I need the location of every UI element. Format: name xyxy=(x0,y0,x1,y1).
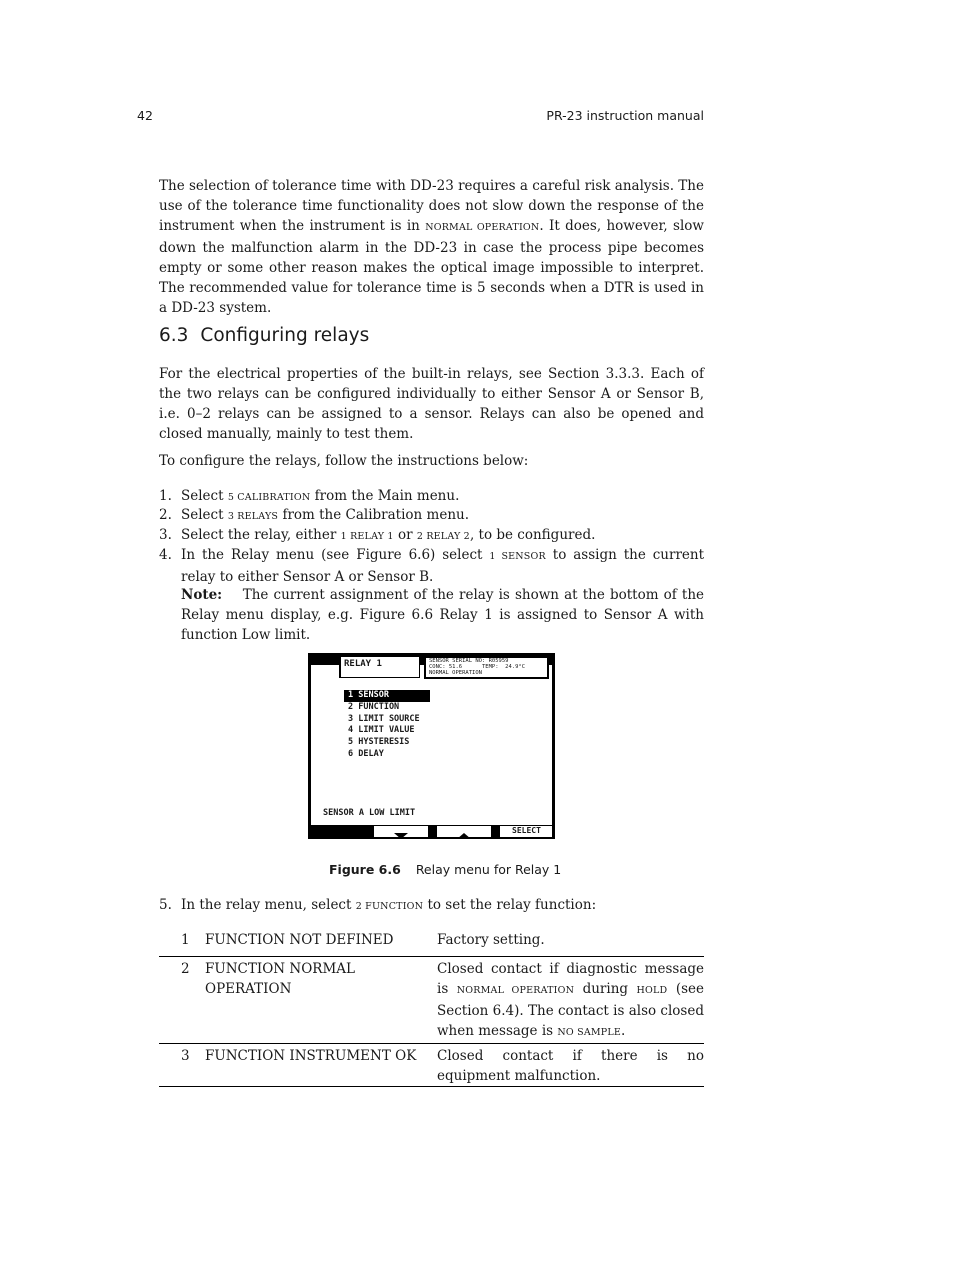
sensor-info-box: SENSOR SERIAL NO: R05959 CONC: 51.6 TEMP: 24.9°C NORMAL OPERATION xyxy=(424,656,549,679)
menu-item-hysteresis: 5 HYSTERESIS xyxy=(348,737,410,748)
table-row: 3 FUNCTION INSTRUMENT OK Closed contact if there is no equipment malfunction. xyxy=(159,1044,704,1087)
relay-function-table xyxy=(159,928,704,1087)
table-row: 2 FUNCTION NORMAL OPERATION Closed contact if diagnostic message is NORMAL OPERATION during HOLD (see Section 6.4). The contact is also closed when message is NO SAMPLE. xyxy=(159,957,704,1044)
smallcaps-term: NORMAL OPERATION xyxy=(425,222,540,233)
arrow-down-icon xyxy=(374,830,428,841)
figure-caption-text: Relay menu for Relay 1 xyxy=(415,862,562,877)
relay-title-box: RELAY 1 xyxy=(339,656,420,678)
relay-menu-list xyxy=(344,690,430,761)
softkey-up xyxy=(437,826,491,837)
section-heading xyxy=(159,325,369,346)
softkey-select: SELECT xyxy=(500,826,552,837)
figure-caption xyxy=(329,862,561,877)
arrow-up-icon xyxy=(437,830,491,841)
menu-item-delay: 6 DELAY xyxy=(348,748,384,759)
note-label: Note: xyxy=(181,587,223,603)
instructions-intro: To configure the relays, follow the instructions below: xyxy=(159,453,529,469)
running-header: PR-23 instruction manual xyxy=(546,108,704,123)
menu-item-limit-source: 3 LIMIT SOURCE xyxy=(348,713,420,724)
page-number: 42 xyxy=(137,108,153,123)
menu-item-function: 2 FUNCTION xyxy=(348,701,400,712)
section-number: 6.3 xyxy=(159,325,189,346)
figure-label: Figure 6.6 xyxy=(329,862,401,877)
menu-item-sensor: 1 SENSOR xyxy=(344,690,430,702)
relay-status-line: SENSOR A LOW LIMIT xyxy=(323,808,416,818)
section-title: Configuring relays xyxy=(200,325,370,346)
table-row: 1 FUNCTION NOT DEFINED Factory setting. xyxy=(159,928,704,957)
section-paragraph: For the electrical properties of the built-in relays, see Section 3.3.3. Each of the two relays can be configured individually to either Sensor A or Sensor B, i.e. 0–2 relays can be assigned to a sensor. Relays can also be opened and closed manually, mainly to test them. xyxy=(159,366,704,442)
intro-paragraph: The selection of tolerance time with DD-23 requires a careful risk analysis. The use of the tolerance time functionality does not slow down the response of the instrument when the instrument is in NORMAL OPERATION. It does, however, slow down the malfunction alarm in the DD-23 in case the process pipe becomes empty or some other reason makes the optical image impossible to interpret. The recommended value for tolerance time is 5 seconds when a DTR is used in a DD-23 system. xyxy=(159,178,704,316)
softkey-down xyxy=(374,826,428,837)
menu-item-limit-value: 4 LIMIT VALUE xyxy=(348,725,415,736)
